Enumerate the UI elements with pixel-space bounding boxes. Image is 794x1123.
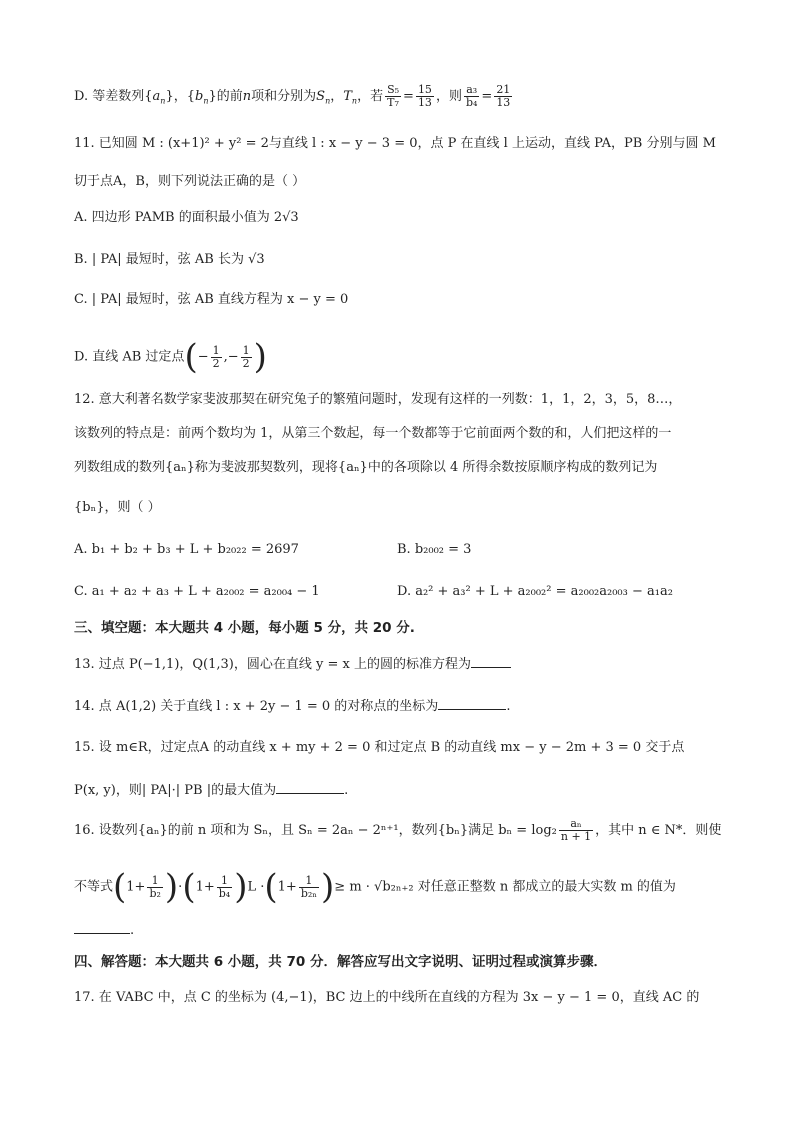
q10-d-if: ，若 <box>357 89 384 104</box>
q12-line2: 该数列的特点是：前两个数均为 1，从第三个数起，每一个数都等于它前面两个数的和，人们把这样的一 <box>74 426 672 441</box>
q10-d-mid2: 项和分别为 <box>251 89 317 104</box>
q13-text: 13. 过点 P(−1,1)，Q(1,3)，圆心在直线 y = x 上的圆的标准方程为 <box>74 657 471 672</box>
q16-line2-pre: 不等式 <box>74 879 114 895</box>
q13-answer-blank[interactable] <box>471 654 511 668</box>
q12-option-a: A. b₁ + b₂ + b₃ + L + b₂₀₂₂ = 2697 <box>74 542 299 557</box>
q17: 17. 在 VABC 中，点 C 的坐标为 (4,−1)，BC 边上的中线所在直线的方程为 3x − y − 1 = 0，直线 AC 的 <box>74 990 700 1005</box>
q12-option-b: B. b₂₀₀₂ = 3 <box>397 542 472 557</box>
q15-line2-text: P(x, y)，则| PA|·| PB |的最大值为 <box>74 783 277 798</box>
q15-answer-blank[interactable] <box>276 780 344 794</box>
q10-d-prefix: D. 等差数列 <box>74 89 145 104</box>
q10-d-mid: 的前 <box>216 89 243 104</box>
q12-option-c: C. a₁ + a₂ + a₃ + L + a₂₀₀₂ = a₂₀₀₄ − 1 <box>74 584 320 599</box>
q12-option-d: D. a₂² + a₃² + L + a₂₀₀₂² = a₂₀₀₂a₂₀₀₃ − a₁a₂ <box>397 584 673 599</box>
q11-d-frac1: $\frac{1}{2}$ <box>212 343 220 370</box>
q16-line2-mid: L · <box>247 879 265 895</box>
q16-frac: $\frac{\text{aₙ}}{n + 1}$ <box>560 817 592 843</box>
q16-f2: $\frac{1}{\text{b₄}}$ <box>218 873 231 900</box>
q11-option-a: A. 四边形 PAMB 的面积最小值为 2√3 <box>74 210 299 225</box>
q13 <box>74 654 511 675</box>
q14 <box>74 696 510 717</box>
q10-option-d: D. 等差数列$\{a_n\}$，$\{b_n\}$的前n项和分别为$S_n$，$T_n$，若 $\frac{\text{S₅}}{\text{T₇}}$ = $\frac{15}{13}$ ，则 $\frac{\text{a₃}}{\text{b₄}}$ = $\frac{21}{13}$ <box>74 83 511 109</box>
q11-option-b: B. | PA| 最短时，弦 AB 长为 √3 <box>74 252 265 267</box>
q14-text: 14. 点 A(1,2) 关于直线 l : x + 2y − 1 = 0 的对称点的坐标为 <box>74 699 439 714</box>
q16-end: . <box>130 923 135 938</box>
section3-title: 三、填空题：本大题共 4 小题，每小题 5 分，共 20 分. <box>74 620 415 636</box>
q10-frac2: $\frac{\text{a₃}}{\text{b₄}}$ <box>465 83 478 109</box>
q15-line2 <box>74 780 348 801</box>
q16-f1: $\frac{1}{\text{b₂}}$ <box>149 873 161 900</box>
q16-line1-post: ，其中 n ∈ N*．则使 <box>595 823 722 838</box>
section4-title: 四、解答题：本大题共 6 小题，共 70 分．解答应写出文字说明、证明过程或演算步骤． <box>74 954 607 970</box>
q11-d-frac2: $\frac{1}{2}$ <box>242 343 250 370</box>
q14-answer-blank[interactable] <box>438 696 506 710</box>
q11-line2: 切于点A，B，则下列说法正确的是（ ） <box>74 174 306 189</box>
q11-line1: 11. 已知圆 M : (x+1)² + y² = 2与直线 l : x − y − 3 = 0，点 P 在直线 l 上运动，直线 PA，PB 分别与圆 M <box>74 136 716 151</box>
q11-option-c: C. | PA| 最短时，弦 AB 直线方程为 x − y = 0 <box>74 292 349 307</box>
q16-line1-pre: 16. 设数列{aₙ}的前 n 项和为 Sₙ，且 Sₙ = 2aₙ − 2ⁿ⁺¹，数列{bₙ}满足 bₙ = log₂ <box>74 823 557 838</box>
q16-line2: 不等式(1+ $\frac{1}{\text{b₂}}$ )·(1+ $\frac{1}{\text{b₄}}$ )L ·(1+ $\frac{1}{\text{b₂ₙ}}$ )≥ m · √b₂ₙ₊₂ 对任意正整数 n 都成立的最大实数 m 的值为 <box>74 867 676 907</box>
q16-answer-blank[interactable] <box>74 920 130 934</box>
q16-line2-post: ≥ m · √b₂ₙ₊₂ 对任意正整数 n 都成立的最大实数 m 的值为 <box>334 879 676 895</box>
q15-end: . <box>344 783 349 798</box>
q12-line3: 列数组成的数列{aₙ}称为斐波那契数列，现将{aₙ}中的各项除以 4 所得余数按原顺序构成的数列记为 <box>74 460 658 475</box>
q10-frac1: $\frac{\text{S₅}}{\text{T₇}}$ <box>387 83 400 109</box>
q16-line1 <box>74 818 721 843</box>
q10-frac2-val: $\frac{21}{13}$ <box>496 83 511 109</box>
q11-option-d: D. 直线 AB 过定点(− $\frac{1}{2}$ ,− $\frac{1}{2}$ ) <box>74 337 267 377</box>
q14-end: . <box>506 699 511 714</box>
q10-frac1-val: $\frac{15}{13}$ <box>417 83 432 109</box>
q12-line1: 12. 意大利著名数学家斐波那契在研究兔子的繁殖问题时，发现有这样的一列数：1，1，2，3，5，8…， <box>74 392 682 407</box>
q11-d-prefix: D. 直线 AB 过定点 <box>74 349 185 365</box>
q12-line4: {bₙ}，则（ ） <box>74 500 161 515</box>
q16-f3: $\frac{1}{\text{b₂ₙ}}$ <box>300 873 318 900</box>
q10-d-then: ，则 <box>435 89 462 104</box>
q16-line3 <box>74 920 134 941</box>
q15-line1: 15. 设 m∈R，过定点A 的动直线 x + my + 2 = 0 和过定点 B 的动直线 mx − y − 2m + 3 = 0 交于点 <box>74 740 685 755</box>
